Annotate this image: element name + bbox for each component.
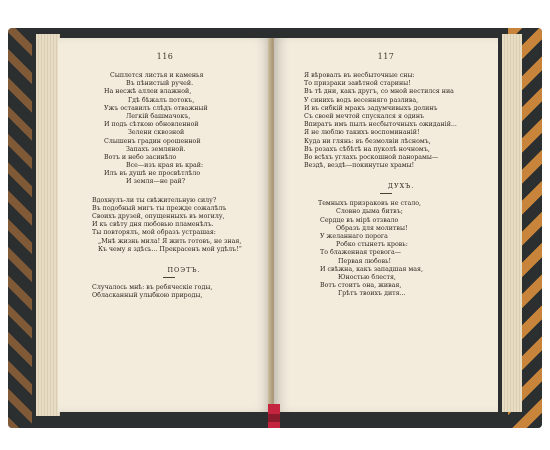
right-section-heading: ДУХЪ. <box>387 182 415 191</box>
left-line: „Мнѣ жизнь мила! Я жить готовъ, не зная, <box>98 237 242 245</box>
right-line: Во всѣхъ углахъ роскошной панорамы— <box>304 153 439 161</box>
right-line: Я не люблю такихъ воспоминаній! <box>304 129 420 137</box>
right-section-line: И свѣжна, какъ западшая мая, <box>320 265 423 273</box>
left-line: Ты повторялъ, мой образъ устрашая: <box>92 229 216 237</box>
left-line: На несжѣ аллеи влажной, <box>104 88 192 96</box>
left-line: Сыплется листья и каменья <box>110 72 204 79</box>
page-edges-left <box>36 34 60 416</box>
heading-rule <box>163 277 175 278</box>
left-section-heading: ПОЭТЪ. <box>167 265 201 274</box>
right-page-number: 117 <box>377 52 395 61</box>
left-page <box>58 38 272 412</box>
right-section-line: Первая любовь! <box>338 257 392 265</box>
left-page-number: 116 <box>156 52 174 61</box>
left-line: Своихъ друзей, опущенныхъ въ могилу, <box>92 213 225 220</box>
left-line: Въ подобный мигъ ты прежде сожалѣлъ <box>92 204 227 212</box>
ribbon-bookmark-shade <box>268 414 280 422</box>
right-line: Въ тѣ дни, какъ другъ, со мной нестился ниа <box>304 88 454 96</box>
right-section-line: Вотъ стоитъ она, живая, <box>320 282 402 290</box>
right-section-line: У желаннаго порога <box>320 233 388 240</box>
left-line: И земля—не рай? <box>126 178 186 186</box>
left-line: Гдѣ бѣжалъ потокъ, <box>128 96 195 104</box>
left-line: И подъ сѣткою обновленной <box>104 121 199 129</box>
right-line: Впиратъ имъ пылъ несбыточныхъ ожиданій... <box>304 121 457 129</box>
left-line: Вотъ и небо засинѣло <box>104 153 177 161</box>
left-line: Вдохнулъ-ли ты свѣжительную силу? <box>92 196 217 204</box>
right-section-line: Образъ для молитвы! <box>336 224 408 232</box>
right-section-line: Словно дыма битвъ; <box>336 208 403 216</box>
right-section-line: Грѣтъ твоихъ дитя... <box>338 290 406 298</box>
left-line: Ужъ оставилъ слѣдъ отважный <box>104 104 208 112</box>
right-line: И въ сибкій мракъ задумчивыхъ долинъ <box>304 104 438 112</box>
left-line: Слышенъ градин орошенной <box>104 137 201 145</box>
right-section-line: Робко стынетъ кровь: <box>336 241 408 249</box>
right-line: У синихъ водъ весенняго разлива, <box>304 96 419 104</box>
left-line: И къ свѣту дня любовью пламенѣлъ. <box>92 221 214 229</box>
heading-rule <box>380 193 392 194</box>
right-line: Я вѣровалъ въ несбыточные сны: <box>304 72 415 79</box>
left-section-line: Случалось мнѣ: въ ребяческіе годы, <box>92 283 213 291</box>
left-line: Запахъ земляной. <box>126 145 186 153</box>
right-line: Вездѣ, вездѣ—покинутые храмы! <box>304 162 415 170</box>
left-line: Къ чему я здѣсь... Прекрасенъ мой удѣлъ!“ <box>98 245 242 253</box>
right-section-line: Сердце въ мірѣ отзвало <box>320 216 399 224</box>
right-page-text <box>274 72 528 299</box>
left-line: Легкій башмачокъ, <box>126 112 191 120</box>
right-line: Въ розахъ сѣбѣтѣ на пуколѣ ночномъ, <box>304 145 430 153</box>
right-section-line: Темныхъ призраковъ не стало, <box>318 200 421 208</box>
left-line: Илъ въ душѣ не просвѣтлѣло <box>104 170 201 178</box>
right-section-line: То блаженная тревога— <box>320 249 402 257</box>
right-section-line: Юностью блестя, <box>338 273 396 281</box>
section-gap <box>304 170 528 180</box>
right-line: Съ своей мечтой спускался я одинъ <box>304 112 425 120</box>
left-line: Все—изъ края въ край: <box>126 162 204 170</box>
right-page <box>274 38 498 412</box>
left-section-line: Обласканный улыбкою природы, <box>92 292 203 300</box>
right-line: Куда ни глянь: въ безмолвіи лѣсномъ, <box>304 137 431 145</box>
right-line: То призраки завѣтной старины! <box>304 80 411 88</box>
left-line: Въ пѣнистый ручей. <box>126 80 194 88</box>
cover-pattern-left <box>8 28 32 428</box>
left-line: Зелени сквозной <box>128 129 185 137</box>
